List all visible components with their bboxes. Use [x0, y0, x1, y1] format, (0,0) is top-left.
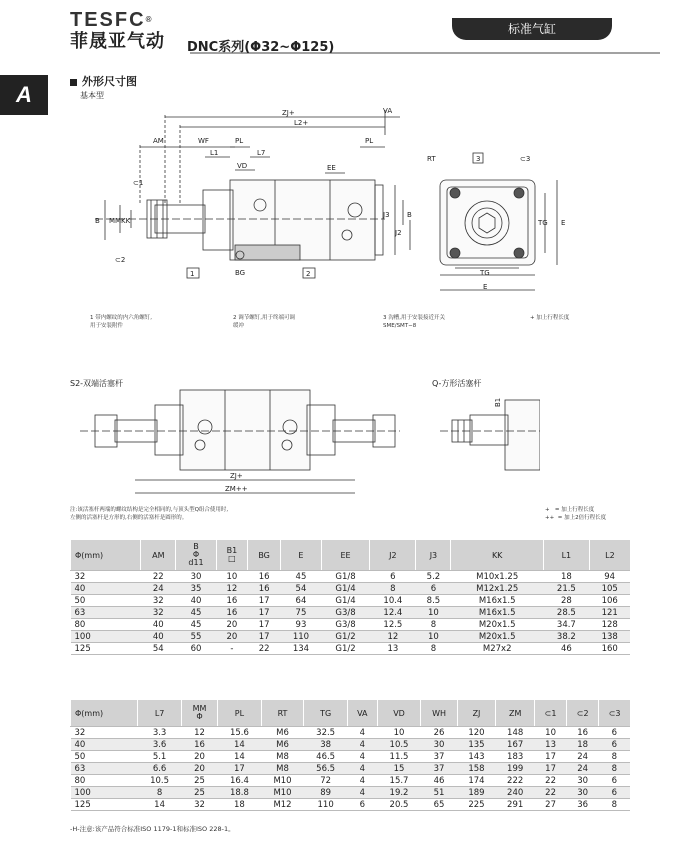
table-cell: 14 — [217, 751, 261, 763]
dim-b-right: B — [407, 211, 412, 219]
category-tab: 标准气缸 — [452, 18, 612, 40]
table-header-cell: ⊂2 — [567, 700, 599, 727]
callout-3: 3 — [476, 155, 481, 163]
table-cell: 120 — [457, 727, 496, 739]
table-cell: 20.5 — [377, 799, 421, 811]
table-cell: 10.5 — [138, 775, 182, 787]
table-cell: M20x1.5 — [451, 631, 543, 643]
table-header-cell: B1 □ — [216, 540, 247, 571]
table-cell: 37 — [421, 751, 457, 763]
table-cell: M6 — [261, 739, 303, 751]
table-cell: 22 — [535, 787, 567, 799]
table-cell: 16 — [248, 583, 281, 595]
table-cell: 6 — [370, 571, 416, 583]
table-cell: 3.6 — [138, 739, 182, 751]
table-cell: 110 — [281, 631, 322, 643]
table-cell: 8 — [599, 799, 630, 811]
table-cell: 5.1 — [138, 751, 182, 763]
dim-tg-v: TG — [538, 219, 548, 227]
dim-l7: L7 — [257, 149, 266, 157]
table-row — [71, 763, 631, 775]
table-cell: 10 — [416, 631, 451, 643]
table-cell: 24 — [567, 763, 599, 775]
table-cell: 19.2 — [377, 787, 421, 799]
table-cell: 6 — [599, 739, 630, 751]
table-cell: 22 — [248, 643, 281, 655]
table-cell: 72 — [304, 775, 348, 787]
table-cell: 16 — [216, 607, 247, 619]
dim-pl-right: PL — [365, 137, 374, 145]
table-cell: 174 — [457, 775, 496, 787]
table-cell: 55 — [176, 631, 217, 643]
table-cell: 32 — [141, 607, 176, 619]
table-cell: 17 — [248, 631, 281, 643]
table-cell: 291 — [496, 799, 535, 811]
dim-tg-h: TG — [480, 269, 490, 277]
table-cell: 22 — [535, 775, 567, 787]
table-cell: 8 — [416, 643, 451, 655]
table-cell: 30 — [567, 787, 599, 799]
table-row — [71, 631, 631, 643]
table-cell: 16 — [182, 739, 218, 751]
dim-j2: J2 — [395, 229, 402, 237]
table-cell: 15.6 — [217, 727, 261, 739]
table-header-cell: KK — [451, 540, 543, 571]
table-cell: 40 — [71, 739, 138, 751]
table-header-cell: ZM — [496, 700, 535, 727]
dimension-table-2 — [70, 700, 630, 811]
table-cell: M16x1.5 — [451, 595, 543, 607]
table-header-cell: ⊂3 — [599, 700, 630, 727]
table-cell: 40 — [141, 619, 176, 631]
table-cell: 4 — [348, 751, 378, 763]
table-cell: 27 — [535, 799, 567, 811]
table-cell: 17 — [248, 595, 281, 607]
table-cell: 10 — [535, 727, 567, 739]
table-cell: 54 — [281, 583, 322, 595]
table-header-cell: ZJ — [457, 700, 496, 727]
table-header-cell: AM — [141, 540, 176, 571]
table-cell: 225 — [457, 799, 496, 811]
dim-wrench-1: ⊂1 — [133, 179, 144, 187]
note-3: 3 沟槽,用于安装接近开关 SME/SMT−8 — [383, 315, 445, 329]
table-row — [71, 619, 631, 631]
table-cell: 12.4 — [370, 607, 416, 619]
table-row — [71, 739, 631, 751]
table-header-cell: L2 — [589, 540, 630, 571]
table-cell: 45 — [281, 571, 322, 583]
table-cell: M10x1.25 — [451, 571, 543, 583]
table-header-cell: VA — [348, 700, 378, 727]
table-cell: 12.5 — [370, 619, 416, 631]
callout-2: 2 — [306, 270, 311, 278]
table-cell: 80 — [71, 619, 141, 631]
table-cell: 160 — [589, 643, 630, 655]
end-view-drawing — [425, 145, 575, 295]
table-row — [71, 751, 631, 763]
table-cell: M10 — [261, 787, 303, 799]
note-plus: + 加上行程长度 — [530, 315, 570, 321]
table-cell: 28.5 — [543, 607, 589, 619]
table-cell: M16x1.5 — [451, 607, 543, 619]
table-header-cell: E — [281, 540, 322, 571]
table-cell: 128 — [589, 619, 630, 631]
table-cell: 38.2 — [543, 631, 589, 643]
table-header-cell: EE — [321, 540, 370, 571]
footnote: -H-注意:该产品符合标准ISO 1179-1和标准ISO 228-1。 — [70, 825, 235, 833]
table-cell: 134 — [281, 643, 322, 655]
dim-l2: L2+ — [294, 119, 309, 127]
table-row — [71, 607, 631, 619]
table-cell: 54 — [141, 643, 176, 655]
table-cell: G3/8 — [321, 619, 370, 631]
table-cell: 222 — [496, 775, 535, 787]
dim-zj: ZJ+ — [282, 109, 295, 117]
section-subtitle: 基本型 — [80, 91, 104, 100]
table-cell: 121 — [589, 607, 630, 619]
table-cell: 63 — [71, 607, 141, 619]
table-cell: 183 — [496, 751, 535, 763]
table-cell: 40 — [71, 583, 141, 595]
table-cell: 24 — [567, 751, 599, 763]
table-cell: 18 — [217, 799, 261, 811]
table-cell: 20 — [182, 763, 218, 775]
table-cell: 32 — [71, 571, 141, 583]
brand-name-en: TESFC® — [70, 9, 154, 31]
table-cell: 143 — [457, 751, 496, 763]
dim-l1: L1 — [210, 149, 219, 157]
dim-am: AM — [153, 137, 164, 145]
series-title: DNC系列(Φ32~Φ125) — [187, 40, 335, 55]
table-cell: 20 — [182, 751, 218, 763]
table-cell: 4 — [348, 787, 378, 799]
table-cell: 17 — [217, 763, 261, 775]
table-cell: 21.5 — [543, 583, 589, 595]
table-cell: 37 — [421, 763, 457, 775]
legend-plusplus: ++ = 加上2倍行程长度 — [545, 515, 607, 521]
dim-e-v: E — [561, 219, 566, 227]
table-cell: 5.2 — [416, 571, 451, 583]
table-cell: 135 — [457, 739, 496, 751]
table-cell: - — [216, 643, 247, 655]
dim-bg: BG — [235, 269, 246, 277]
legend-plus: + = 加上行程长度 — [545, 507, 595, 513]
table-cell: 10.5 — [377, 739, 421, 751]
table-cell: M12x1.25 — [451, 583, 543, 595]
table-cell: G1/2 — [321, 643, 370, 655]
table-cell: 40 — [176, 595, 217, 607]
table-cell: 8 — [416, 619, 451, 631]
note-2: 2 调节螺钉,用于终端可调 缓冲 — [233, 315, 295, 329]
table-cell: 13 — [370, 643, 416, 655]
dim-ee: EE — [327, 164, 336, 172]
table-cell: 105 — [589, 583, 630, 595]
table-cell: 93 — [281, 619, 322, 631]
table-row — [71, 727, 631, 739]
table-cell: 100 — [71, 631, 141, 643]
table-cell: 4 — [348, 763, 378, 775]
table-cell: 30 — [421, 739, 457, 751]
table-cell: 167 — [496, 739, 535, 751]
table-cell: 18 — [543, 571, 589, 583]
note-1: 1 带内螺纹的内六角螺钉, 用于安装附件 — [90, 315, 152, 329]
dim-b-left: B — [95, 217, 100, 225]
table-cell: 8 — [599, 763, 630, 775]
table-header-cell: PL — [217, 700, 261, 727]
table-cell: 25 — [182, 775, 218, 787]
table-cell: 46.5 — [304, 751, 348, 763]
table-header-cell: L1 — [543, 540, 589, 571]
side-section-tab: A — [0, 75, 48, 115]
table-row — [71, 775, 631, 787]
dim-e-h: E — [483, 283, 488, 291]
table-cell: 4 — [348, 727, 378, 739]
table-cell: 110 — [304, 799, 348, 811]
table-row — [71, 595, 631, 607]
table-cell: 100 — [71, 787, 138, 799]
table-cell: 16 — [567, 727, 599, 739]
table-cell: 45 — [176, 607, 217, 619]
dim-vd: VD — [237, 162, 248, 170]
table-cell: 22 — [141, 571, 176, 583]
table-cell: 30 — [176, 571, 217, 583]
table-cell: 4 — [348, 775, 378, 787]
table-cell: M27x2 — [451, 643, 543, 655]
brand-name-cn: 菲晟亚气动 — [70, 31, 165, 51]
table-cell: 36 — [567, 799, 599, 811]
table-cell: M8 — [261, 763, 303, 775]
table-cell: 148 — [496, 727, 535, 739]
s2-title: S2-双端活塞杆 — [70, 379, 124, 388]
table-cell: 34.7 — [543, 619, 589, 631]
table-row — [71, 643, 631, 655]
dim-kk: KK — [121, 217, 131, 225]
table-cell: 26 — [421, 727, 457, 739]
table-row — [71, 799, 631, 811]
dim-s2-zm: ZM++ — [225, 485, 248, 493]
table-cell: 199 — [496, 763, 535, 775]
table-cell: 46 — [543, 643, 589, 655]
table-cell: 14 — [138, 799, 182, 811]
table-cell: 35 — [176, 583, 217, 595]
table-cell: 80 — [71, 775, 138, 787]
table-cell: G3/8 — [321, 607, 370, 619]
table-cell: 28 — [543, 595, 589, 607]
dim-mm: MM — [109, 217, 122, 225]
table-cell: 18.8 — [217, 787, 261, 799]
table-cell: 158 — [457, 763, 496, 775]
table-cell: 4 — [348, 739, 378, 751]
table-cell: 16 — [248, 571, 281, 583]
table-cell: 6 — [599, 727, 630, 739]
table-cell: 6 — [599, 775, 630, 787]
table-header-cell: RT — [261, 700, 303, 727]
table-cell: 6.6 — [138, 763, 182, 775]
dimension-table-1 — [70, 540, 630, 655]
table-cell: 60 — [176, 643, 217, 655]
dim-wf: WF — [198, 137, 209, 145]
table-cell: 63 — [71, 763, 138, 775]
table-cell: M8 — [261, 751, 303, 763]
table-cell: 14 — [217, 739, 261, 751]
table-cell: 16.4 — [217, 775, 261, 787]
table-cell: M10 — [261, 775, 303, 787]
table-cell: 75 — [281, 607, 322, 619]
dim-wrench-2: ⊂2 — [115, 256, 126, 264]
dim-s2-zj: ZJ+ — [230, 472, 243, 480]
main-cylinder-drawing — [85, 105, 415, 295]
table-header-cell: Φ(mm) — [71, 540, 141, 571]
table-cell: 106 — [589, 595, 630, 607]
table-cell: 17 — [248, 619, 281, 631]
table-cell: 138 — [589, 631, 630, 643]
table-cell: 10 — [416, 607, 451, 619]
table-cell: 16 — [216, 595, 247, 607]
q-title: Q-方形活塞杆 — [432, 379, 482, 388]
table-cell: 15 — [377, 763, 421, 775]
table-header-cell: VD — [377, 700, 421, 727]
table-header-cell: BG — [248, 540, 281, 571]
table-cell: M6 — [261, 727, 303, 739]
table-cell: 20 — [216, 631, 247, 643]
dim-rt: RT — [427, 155, 436, 163]
table-header-cell: ⊂1 — [535, 700, 567, 727]
table-cell: 125 — [71, 643, 141, 655]
table-cell: 32 — [141, 595, 176, 607]
table-header-cell: B Φ d11 — [176, 540, 217, 571]
table-cell: 46 — [421, 775, 457, 787]
table-cell: 8.5 — [416, 595, 451, 607]
table-cell: 125 — [71, 799, 138, 811]
section-title: 外形尺寸图 — [70, 73, 137, 89]
table-cell: 189 — [457, 787, 496, 799]
table-cell: 15.7 — [377, 775, 421, 787]
table-cell: 12 — [370, 631, 416, 643]
table-cell: 17 — [535, 763, 567, 775]
table-cell: 13 — [535, 739, 567, 751]
table-cell: 6 — [348, 799, 378, 811]
table-cell: 45 — [176, 619, 217, 631]
table-cell: 11.5 — [377, 751, 421, 763]
table-cell: 65 — [421, 799, 457, 811]
table-cell: 56.5 — [304, 763, 348, 775]
table-cell: G1/4 — [321, 595, 370, 607]
table-cell: 12 — [216, 583, 247, 595]
table-cell: 50 — [71, 595, 141, 607]
table-cell: 89 — [304, 787, 348, 799]
table-cell: 6 — [416, 583, 451, 595]
table-header-cell: MM Φ — [182, 700, 218, 727]
table-cell: G1/8 — [321, 571, 370, 583]
table-cell: 51 — [421, 787, 457, 799]
table-cell: 40 — [141, 631, 176, 643]
table-cell: 6 — [599, 787, 630, 799]
table-header-cell: WH — [421, 700, 457, 727]
dim-wrench-3: ⊂3 — [520, 155, 531, 163]
table-cell: 8 — [370, 583, 416, 595]
table-cell: 12 — [182, 727, 218, 739]
table-cell: 32 — [182, 799, 218, 811]
table-header-cell: L7 — [138, 700, 182, 727]
table-header-cell: J2 — [370, 540, 416, 571]
table-cell: 10 — [216, 571, 247, 583]
table-header-cell: J3 — [416, 540, 451, 571]
table-cell: M20x1.5 — [451, 619, 543, 631]
table-header-cell: TG — [304, 700, 348, 727]
table-cell: 32 — [71, 727, 138, 739]
table-cell: 64 — [281, 595, 322, 607]
dim-va: VA — [383, 107, 393, 115]
table-cell: 3.3 — [138, 727, 182, 739]
q-drawing — [440, 395, 540, 475]
table-cell: 10.4 — [370, 595, 416, 607]
table-cell: G1/4 — [321, 583, 370, 595]
table-cell: 32.5 — [304, 727, 348, 739]
table-cell: 240 — [496, 787, 535, 799]
table-row — [71, 583, 631, 595]
callout-1: 1 — [190, 270, 195, 278]
table-cell: 18 — [567, 739, 599, 751]
table-cell: 20 — [216, 619, 247, 631]
dim-b1: B1 — [494, 397, 502, 407]
table-cell: 10 — [377, 727, 421, 739]
table-cell: G1/2 — [321, 631, 370, 643]
table-cell: 17 — [535, 751, 567, 763]
table-cell: 94 — [589, 571, 630, 583]
variant-note: 注:该活塞杆两端的螺纹结构是完全相同的,与顶头型Q组合使用时, 左侧的活塞杆是方形的,右侧的活塞杆是圆形的。 — [70, 507, 229, 521]
table-cell: 17 — [248, 607, 281, 619]
dim-j3: J3 — [383, 211, 390, 219]
table-cell: 25 — [182, 787, 218, 799]
table-cell: 50 — [71, 751, 138, 763]
table-cell: 30 — [567, 775, 599, 787]
table-cell: 8 — [138, 787, 182, 799]
brand-logo — [70, 10, 165, 52]
table-cell: 8 — [599, 751, 630, 763]
table-cell: 24 — [141, 583, 176, 595]
dim-pl-left: PL — [235, 137, 244, 145]
table-header-cell: Φ(mm) — [71, 700, 138, 727]
table-row — [71, 571, 631, 583]
table-cell: 38 — [304, 739, 348, 751]
table-row — [71, 787, 631, 799]
s2-drawing — [80, 385, 400, 500]
table-cell: M12 — [261, 799, 303, 811]
